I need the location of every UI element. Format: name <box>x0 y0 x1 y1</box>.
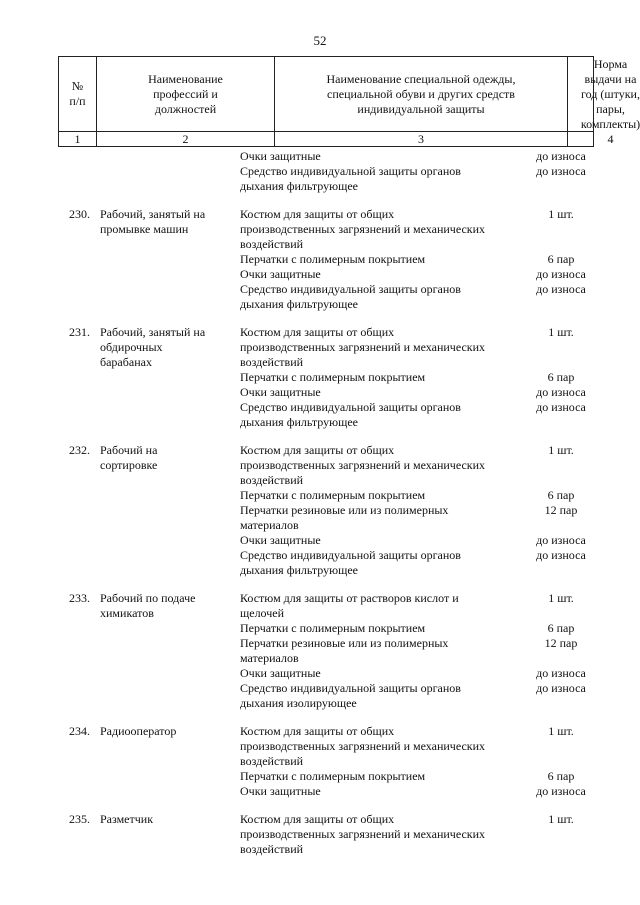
row-items <box>240 724 604 799</box>
equipment-name-line: воздействий <box>240 473 304 487</box>
header-line: год (штуки, <box>581 86 640 101</box>
profession-line: сортировке <box>100 458 158 472</box>
profession-line: Рабочий, занятый на <box>100 207 206 221</box>
table-row <box>58 207 618 312</box>
header-col-number <box>59 57 96 131</box>
header-line: выдачи на <box>584 71 637 86</box>
profession-line: химикатов <box>100 606 154 620</box>
equipment-name <box>240 784 518 799</box>
row-left <box>58 207 240 312</box>
equipment-name <box>240 207 518 252</box>
row-items <box>240 207 604 312</box>
equipment-norm: 6 пар <box>547 621 575 635</box>
profession-line: Радиооператор <box>100 724 177 738</box>
row-left <box>58 325 240 430</box>
equipment-name <box>240 370 518 385</box>
equipment-name-line: Костюм для защиты от общих <box>240 325 395 339</box>
row-left <box>58 443 240 578</box>
equipment-name-line: дыхания фильтрующее <box>240 297 358 311</box>
equipment-name <box>240 548 518 578</box>
equipment-norm: до износа <box>536 149 586 163</box>
table-row <box>58 443 618 578</box>
profession-line: Рабочий, занятый на <box>100 325 206 339</box>
equipment-norm: 12 пар <box>544 636 578 650</box>
profession-line: Рабочий по подаче <box>100 591 196 605</box>
equipment-norm: 6 пар <box>547 769 575 783</box>
equipment-name <box>240 400 518 430</box>
equipment-item <box>240 591 604 621</box>
header-number-4: 4 <box>567 132 640 146</box>
equipment-item <box>240 385 604 400</box>
equipment-name <box>240 666 518 681</box>
equipment-name-line: дыхания фильтрующее <box>240 563 358 577</box>
equipment-name-line: производственных загрязнений и механических <box>240 222 486 236</box>
equipment-item <box>240 784 604 799</box>
header-line: Наименование <box>148 71 223 86</box>
profession-line: обдирочных <box>100 340 163 354</box>
equipment-name-line: Перчатки с полимерным покрытием <box>240 370 426 384</box>
equipment-name <box>240 681 518 711</box>
table-header <box>58 56 640 147</box>
row-number: 235. <box>69 812 90 826</box>
equipment-item <box>240 621 604 636</box>
equipment-name-line: Перчатки с полимерным покрытием <box>240 488 426 502</box>
header-line: пары, <box>596 101 625 116</box>
header-number-3: 3 <box>274 132 567 146</box>
table-row <box>58 149 618 194</box>
equipment-name-line: Средство индивидуальной защиты органов <box>240 400 461 414</box>
equipment-name-line: Очки защитные <box>240 267 321 281</box>
equipment-norm: до износа <box>536 400 586 414</box>
row-left <box>58 591 240 711</box>
equipment-norm: до износа <box>536 681 586 695</box>
row-number: 234. <box>69 724 90 738</box>
equipment-name <box>240 149 518 164</box>
equipment-norm: 1 шт. <box>548 325 574 339</box>
equipment-name <box>240 385 518 400</box>
equipment-norm: 6 пар <box>547 252 575 266</box>
equipment-name-line: Костюм для защиты от общих <box>240 812 395 826</box>
header-line: профессий и <box>153 86 218 101</box>
equipment-name <box>240 488 518 503</box>
header-col-equipment <box>274 57 567 131</box>
equipment-name <box>240 591 518 621</box>
row-profession <box>95 443 240 578</box>
equipment-item <box>240 325 604 370</box>
equipment-norm: до износа <box>536 533 586 547</box>
row-left <box>58 724 240 799</box>
equipment-item <box>240 666 604 681</box>
equipment-item <box>240 488 604 503</box>
equipment-name-line: Средство индивидуальной защиты органов <box>240 681 461 695</box>
equipment-name-line: Средство индивидуальной защиты органов <box>240 548 461 562</box>
row-items <box>240 591 604 711</box>
profession-line: барабанах <box>100 355 152 369</box>
row-number: 233. <box>69 591 90 605</box>
equipment-norm: 1 шт. <box>548 207 574 221</box>
equipment-item <box>240 207 604 252</box>
equipment-name-line: Средство индивидуальной защиты органов <box>240 164 461 178</box>
equipment-name-line: Очки защитные <box>240 533 321 547</box>
row-items <box>240 443 604 578</box>
header-line: должностей <box>154 101 217 116</box>
equipment-item <box>240 252 604 267</box>
equipment-name <box>240 724 518 769</box>
equipment-name-line: материалов <box>240 518 299 532</box>
equipment-item <box>240 681 604 711</box>
equipment-norm: до износа <box>536 548 586 562</box>
equipment-name <box>240 325 518 370</box>
header-row <box>58 56 640 132</box>
equipment-norm: до износа <box>536 267 586 281</box>
row-layout <box>58 325 618 430</box>
equipment-name <box>240 621 518 636</box>
table-body <box>58 149 618 870</box>
equipment-name-line: Очки защитные <box>240 666 321 680</box>
equipment-name-line: производственных загрязнений и механических <box>240 340 486 354</box>
equipment-name-line: Костюм для защиты от общих <box>240 207 395 221</box>
row-profession <box>95 149 240 194</box>
equipment-name-line: дыхания фильтрующее <box>240 415 358 429</box>
equipment-item <box>240 769 604 784</box>
row-profession <box>95 724 240 799</box>
equipment-item <box>240 164 604 194</box>
profession-line: Рабочий на <box>100 443 158 457</box>
equipment-name <box>240 267 518 282</box>
row-items <box>240 149 604 194</box>
row-number <box>58 149 95 194</box>
equipment-name <box>240 252 518 267</box>
row-items <box>240 812 604 857</box>
equipment-item <box>240 548 604 578</box>
table-row <box>58 325 618 430</box>
equipment-name-line: материалов <box>240 651 299 665</box>
equipment-name-line: воздействий <box>240 237 304 251</box>
header-line: комплекты) <box>580 116 640 131</box>
equipment-name <box>240 164 518 194</box>
equipment-name-line: дыхания фильтрующее <box>240 179 358 193</box>
equipment-item <box>240 636 604 666</box>
profession-line: Разметчик <box>100 812 154 826</box>
equipment-item <box>240 443 604 488</box>
row-layout <box>58 149 618 194</box>
equipment-norm: до износа <box>536 164 586 178</box>
header-numbers-row <box>58 131 614 147</box>
header-line: специальной обуви и других средств <box>327 86 515 101</box>
equipment-norm: 1 шт. <box>548 591 574 605</box>
header-line: № <box>71 79 84 93</box>
equipment-name-line: Перчатки с полимерным покрытием <box>240 621 426 635</box>
equipment-name-line: воздействий <box>240 754 304 768</box>
equipment-name-line: производственных загрязнений и механических <box>240 458 486 472</box>
equipment-norm: 1 шт. <box>548 724 574 738</box>
table-row <box>58 724 618 799</box>
header-line: п/п <box>69 94 86 108</box>
page-number: 52 <box>313 33 327 48</box>
header-number-1: 1 <box>74 132 81 146</box>
equipment-norm: 1 шт. <box>548 812 574 826</box>
row-layout <box>58 724 618 799</box>
equipment-norm: 6 пар <box>547 370 575 384</box>
equipment-name-line: Костюм для защиты от растворов кислот и <box>240 591 459 605</box>
equipment-item <box>240 400 604 430</box>
equipment-name-line: воздействий <box>240 355 304 369</box>
header-line: индивидуальной защиты <box>357 101 485 116</box>
equipment-name-line: воздействий <box>240 842 304 856</box>
row-layout <box>58 443 618 578</box>
equipment-norm: 1 шт. <box>548 443 574 457</box>
equipment-name <box>240 636 518 666</box>
equipment-name-line: Перчатки резиновые или из полимерных <box>240 503 449 517</box>
equipment-name-line: Костюм для защиты от общих <box>240 443 395 457</box>
equipment-norm: до износа <box>536 666 586 680</box>
equipment-name-line: Средство индивидуальной защиты органов <box>240 282 461 296</box>
equipment-name <box>240 282 518 312</box>
header-col-norm <box>567 57 640 131</box>
equipment-name <box>240 443 518 488</box>
row-profession <box>95 812 240 857</box>
equipment-item <box>240 533 604 548</box>
equipment-name <box>240 769 518 784</box>
header-number-2: 2 <box>96 132 274 146</box>
equipment-norm: до износа <box>536 385 586 399</box>
equipment-name-line: Очки защитные <box>240 149 321 163</box>
row-profession <box>95 207 240 312</box>
equipment-norm: 12 пар <box>544 503 578 517</box>
equipment-norm: 6 пар <box>547 488 575 502</box>
header-col-profession <box>96 57 274 131</box>
equipment-item <box>240 724 604 769</box>
equipment-name-line: Перчатки с полимерным покрытием <box>240 252 426 266</box>
equipment-name-line: Перчатки с полимерным покрытием <box>240 769 426 783</box>
equipment-name-line: Перчатки резиновые или из полимерных <box>240 636 449 650</box>
equipment-norm: до износа <box>536 282 586 296</box>
row-profession <box>95 591 240 711</box>
equipment-name-line: производственных загрязнений и механических <box>240 827 486 841</box>
equipment-item <box>240 267 604 282</box>
equipment-name-line: Очки защитные <box>240 385 321 399</box>
equipment-name-line: дыхания изолирующее <box>240 696 357 710</box>
row-layout <box>58 207 618 312</box>
row-number: 230. <box>69 207 90 221</box>
row-profession <box>95 325 240 430</box>
equipment-name-line: щелочей <box>240 606 285 620</box>
table-row <box>58 591 618 711</box>
row-left <box>58 149 240 194</box>
equipment-item <box>240 812 604 857</box>
equipment-name-line: производственных загрязнений и механических <box>240 739 486 753</box>
equipment-item <box>240 503 604 533</box>
equipment-norm: до износа <box>536 784 586 798</box>
equipment-name-line: Костюм для защиты от общих <box>240 724 395 738</box>
row-layout <box>58 591 618 711</box>
row-number: 232. <box>69 443 90 457</box>
row-layout <box>58 812 618 857</box>
equipment-name <box>240 533 518 548</box>
row-items <box>240 325 604 430</box>
equipment-name <box>240 812 518 857</box>
equipment-item <box>240 370 604 385</box>
equipment-name <box>240 503 518 533</box>
equipment-item <box>240 282 604 312</box>
header-line: Норма <box>593 56 628 71</box>
table-row <box>58 812 618 857</box>
row-number: 231. <box>69 325 90 339</box>
profession-line: промывке машин <box>100 222 189 236</box>
equipment-name-line: Очки защитные <box>240 784 321 798</box>
header-line: Наименование специальной одежды, <box>326 71 516 86</box>
equipment-item <box>240 149 604 164</box>
row-left <box>58 812 240 857</box>
